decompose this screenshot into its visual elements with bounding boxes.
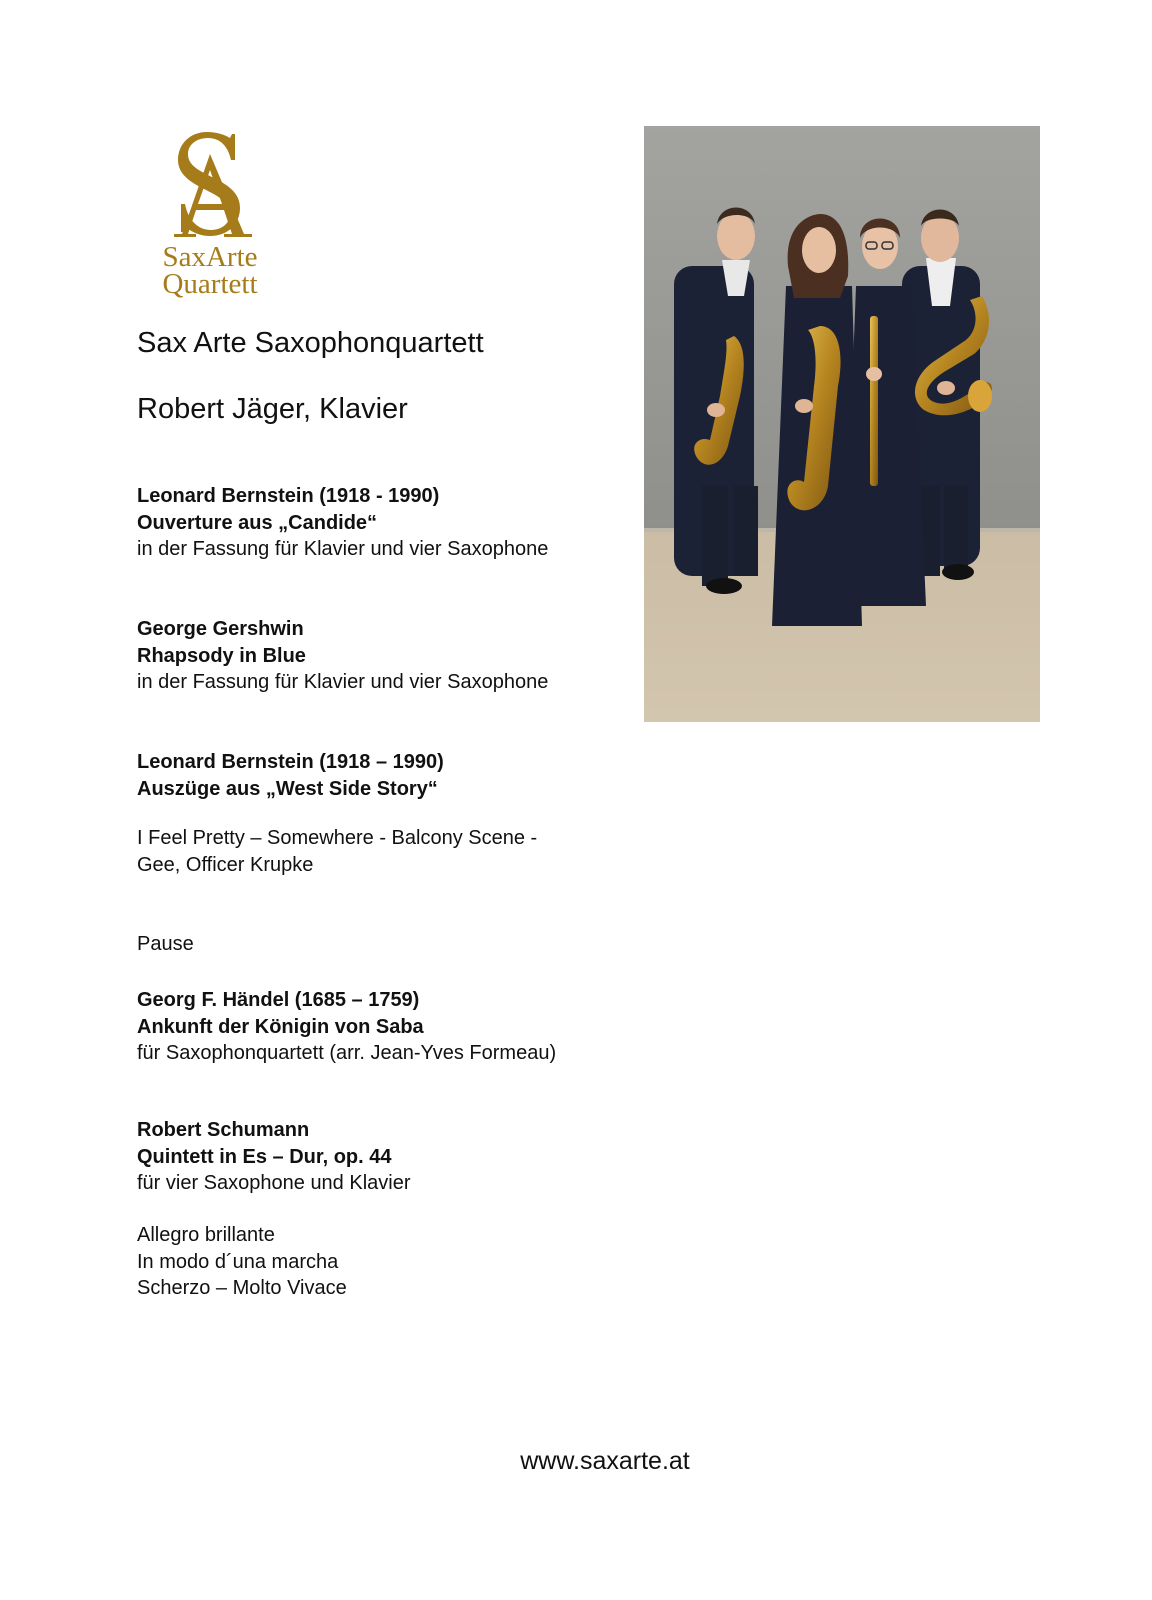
work-note: für Saxophonquartett (arr. Jean-Yves Formeau) bbox=[137, 1042, 557, 1064]
composer: Leonard Bernstein (1918 – 1990) bbox=[137, 751, 444, 773]
ensemble-title: Sax Arte Saxophonquartett bbox=[137, 327, 484, 359]
movement: Allegro brillante bbox=[137, 1224, 275, 1246]
composer: George Gershwin bbox=[137, 618, 304, 640]
composer: Robert Schumann bbox=[137, 1119, 310, 1141]
pianist-title: Robert Jäger, Klavier bbox=[137, 393, 408, 425]
work-title: Ankunft der Königin von Saba bbox=[137, 1015, 424, 1038]
work-title: Auszüge aus „West Side Story“ bbox=[137, 777, 438, 800]
logo-text-quartett: Quartett bbox=[162, 268, 258, 300]
work-title: Rhapsody in Blue bbox=[137, 644, 306, 667]
movement: In modo d´una marcha bbox=[137, 1250, 339, 1273]
work-title: Ouverture aus „Candide“ bbox=[137, 511, 378, 534]
intermission: Pause bbox=[137, 933, 194, 955]
quartet-photo-image bbox=[644, 126, 1040, 722]
work-note: in der Fassung für Klavier und vier Saxophone bbox=[137, 538, 549, 560]
quartet-photo bbox=[644, 126, 1040, 722]
website-link[interactable]: www.saxarte.at bbox=[520, 1447, 690, 1475]
movement: I Feel Pretty – Somewhere - Balcony Scene - bbox=[137, 827, 538, 849]
movement: Scherzo – Molto Vivace bbox=[137, 1277, 347, 1299]
work-title: Quintett in Es – Dur, op. 44 bbox=[137, 1145, 392, 1168]
sa-monogram-icon bbox=[140, 126, 280, 244]
composer: Leonard Bernstein (1918 - 1990) bbox=[137, 485, 440, 507]
work-note: in der Fassung für Klavier und vier Saxophone bbox=[137, 671, 549, 693]
work-note: für vier Saxophone und Klavier bbox=[137, 1172, 411, 1194]
composer: Georg F. Händel (1685 – 1759) bbox=[137, 989, 420, 1011]
logo-text-saxarte: SaxArte bbox=[162, 241, 258, 273]
saxarte-logo bbox=[140, 126, 280, 306]
movement: Gee, Officer Krupke bbox=[137, 853, 314, 876]
